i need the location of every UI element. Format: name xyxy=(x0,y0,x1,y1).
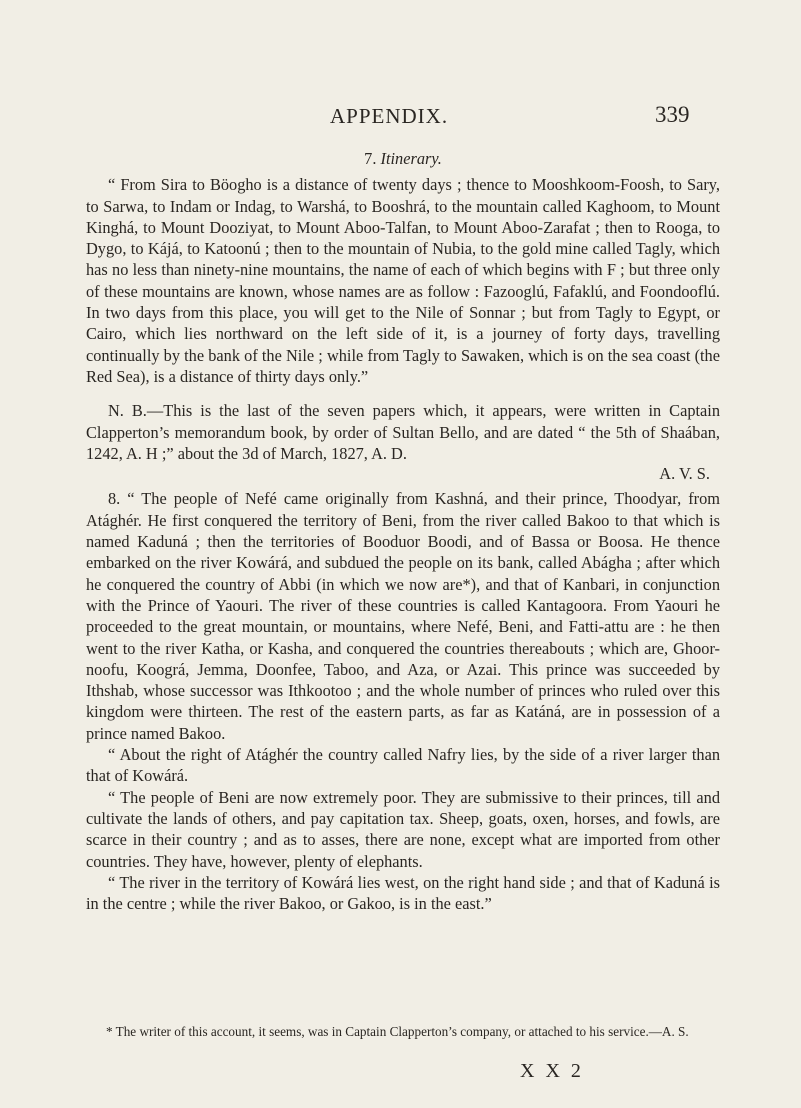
signature-mark: X X 2 xyxy=(520,1060,584,1082)
section-number: 7. xyxy=(364,149,377,168)
body-text xyxy=(86,148,720,914)
footnote xyxy=(86,1023,720,1040)
nafry-paragraph: “ About the right of Atághér the country called Nafry lies, by the side of a river larger than that of Kowárá. xyxy=(86,745,720,786)
page-number: 339 xyxy=(655,102,690,127)
beni-paragraph: “ The people of Beni are now extremely poor. They are submissive to their princes, till and cultivate the lands of others, and pay capitation tax. Sheep, goats, oxen, horses, and fowls, are scarce in their country ; and as to asses, there are none, except what are imported from other countries. They have, however, plenty of elephants. xyxy=(86,787,720,871)
section-heading-itinerary xyxy=(86,148,720,169)
note-signature: A. V. S. xyxy=(659,464,710,484)
section-label: Itinerary. xyxy=(380,149,442,168)
running-title: APPENDIX. xyxy=(330,104,449,128)
nota-bene-paragraph: N. B.—This is the last of the seven papers which, it appears, were written in Captain Clapperton’s memorandum book, by order of Sultan Bello, and are dated “ the 5th of Shaában, 1242, A. H ;” about the 3d of March, 1827, A. D. xyxy=(86,401,720,463)
running-head xyxy=(0,104,801,134)
section-8-paragraph: 8. “ The people of Nefé came originally from Kashná, and their prince, Thoodyar, from Atághér. He first conquered the territory of Beni, from the river called Bakoo to that which is named Kaduná ; then the territories of Booduor Boodi, and of Bassa or Boosa. He thence embarked on the river Kowárá, and subdued the people on its bank, called Abágha ; after which he conquered the country of Abbi (in which we now are*), and that of Kanbari, in conjunction with the Prince of Yaouri. The river of these countries is called Kantagoora. From Yaouri he proceeded to the great mountain, or mountains, where Nefé, Beni, and Fatti-attu are : he then went to the river Katha, or Kasha, and conquered the countries thereabouts ; which are, Ghoor-noofu, Koográ, Jemma, Doonfee, Taboo, and Aza, or Azai. This prince was succeeded by Ithshab, whose successor was Ithkootoo ; and the whole number of princes who ruled over this kingdom were thirteen. The rest of the eastern parts, as far as Katáná, are in possession of a prince named Bakoo. xyxy=(86,489,720,743)
itinerary-paragraph: “ From Sira to Böogho is a distance of twenty days ; thence to Mooshkoom-Foosh, to Sary, to Sarwa, to Indam or Indag, to Warshá, to Booshrá, to the mountain called Kaghoom, to Mount Kinghá, to Mount Dooziyat, to Mount Aboo-Talfan, to Mount Aboo-Zarafat ; then to Rooga, to Dygo, to Kájá, to Katoonú ; then to the mountain of Nubia, to the gold mine called Tagly, which has no less than ninety-nine mountains, the name of each of which begins with F ; but three only of these mountains are known, whose names are as follow : Fazooglú, Fafaklú, and Foondooflú. In two days from this place, you will get to the Nile of Sonnar ; but from Tagly to Egypt, or Cairo, which lies northward on the left side of it, is a journey of forty days, travelling continually by the bank of the Nile ; while from Tagly to Sawaken, which is on the sea coast (the Red Sea), is a distance of thirty days only.” xyxy=(86,175,720,386)
rivers-paragraph: “ The river in the territory of Kowárá lies west, on the right hand side ; and that of Kaduná is in the centre ; while the river Bakoo, or Gakoo, is in the east.” xyxy=(86,872,720,914)
footnote-text: * The writer of this account, it seems, was in Captain Clapperton’s company, or attached to his service.—A. S. xyxy=(106,1024,689,1039)
